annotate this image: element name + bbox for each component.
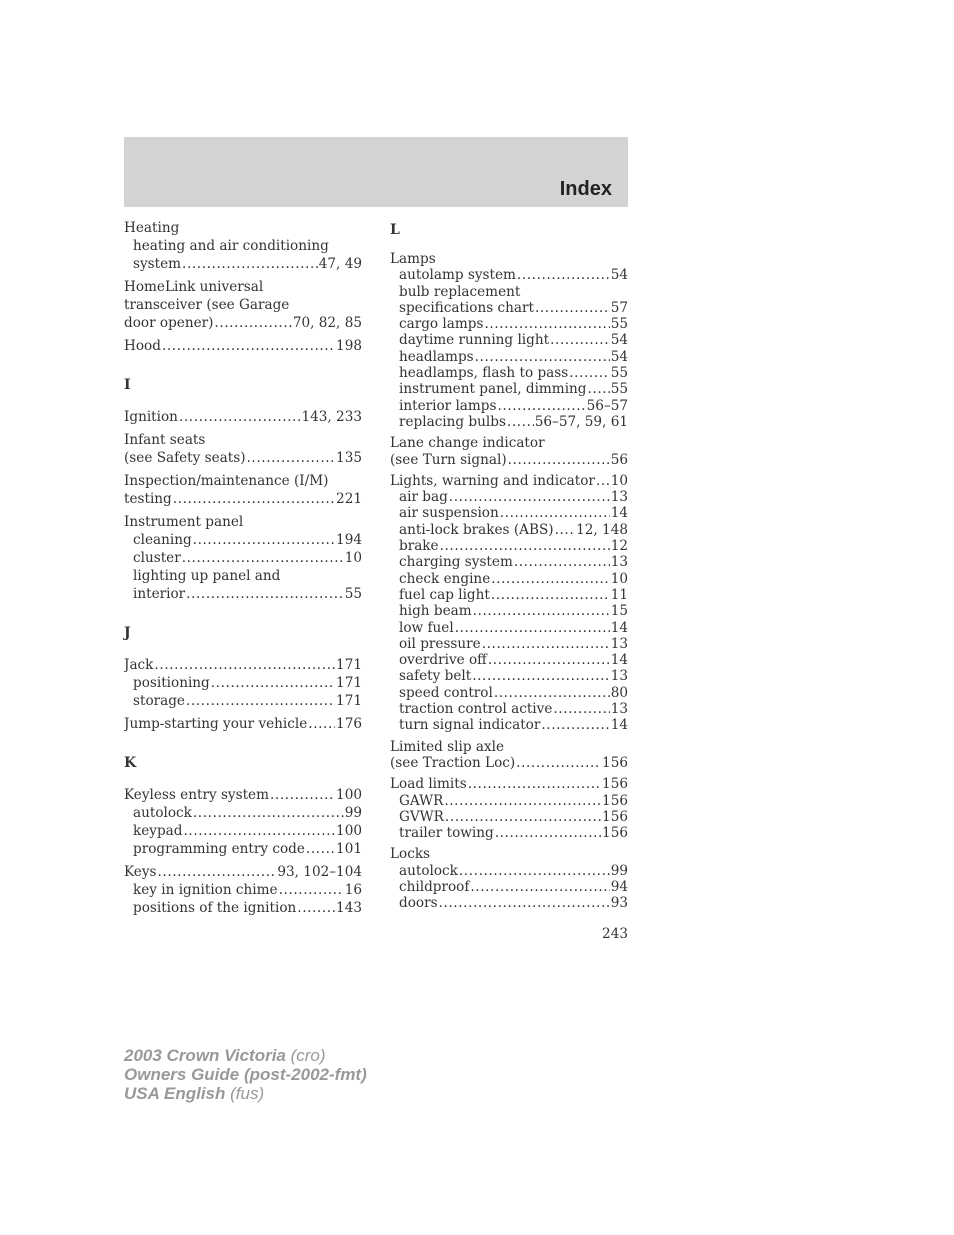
entry-label: transceiver (see Garage (124, 297, 290, 313)
entry-load-limits (390, 776, 628, 841)
index-column-left (124, 219, 362, 922)
entry-label: (see Turn signal) (390, 451, 507, 468)
leader-dots (214, 314, 291, 332)
page-ref: 14 (610, 652, 628, 669)
entry-homelink (124, 278, 362, 332)
entry-label: air bag (399, 489, 448, 506)
entry-label: safety belt (399, 668, 472, 685)
page-ref: 94 (610, 878, 628, 895)
page-ref: 55 (344, 586, 362, 602)
entry-label: overdrive off (399, 652, 487, 669)
entry-label: Jack (124, 657, 154, 673)
footer-guide: Owners Guide (post-2002-fmt) (124, 1065, 367, 1084)
leader-dots (484, 316, 609, 332)
entry-lights-warning (390, 473, 628, 734)
entry-label: Lights, warning and indicator (390, 472, 595, 489)
entry-label: HomeLink universal (124, 279, 264, 295)
entry-label: low fuel (399, 619, 454, 636)
entry-label: positioning (133, 675, 210, 691)
leader-dots (455, 620, 610, 636)
entry-label: childproof (399, 878, 470, 895)
entry-label: doors (399, 895, 438, 912)
entry-label: turn signal indicator (399, 717, 541, 734)
entry-label: autolock (133, 805, 192, 821)
entry-label: daytime running light (399, 332, 550, 349)
leader-dots (445, 809, 601, 825)
page-ref: 54 (610, 332, 628, 349)
entry-label: (see Traction Loc) (390, 754, 516, 771)
entry-label: Instrument panel (124, 514, 244, 530)
list-item (390, 587, 628, 603)
entry-infant-seats (124, 431, 362, 467)
leader-dots (541, 717, 609, 733)
footer-language: USA English (124, 1084, 226, 1103)
entry-label: interior (133, 586, 186, 602)
entry-label: Hood (124, 338, 161, 354)
page-ref: 56–57, 59, 61 (534, 413, 628, 430)
page-ref: 13 (610, 701, 628, 718)
leader-dots (500, 505, 610, 521)
leader-dots (535, 300, 610, 316)
leader-dots (449, 489, 610, 505)
leader-dots (279, 881, 344, 899)
entry-label: cluster (133, 550, 181, 566)
entry-label: Jump-starting your vehicle (124, 716, 308, 732)
entry-keys (124, 863, 362, 917)
entry-label: autolamp system (399, 267, 516, 284)
leader-dots (495, 825, 601, 841)
leader-dots (491, 587, 610, 603)
leader-dots (555, 522, 576, 538)
page-ref: 14 (610, 505, 628, 522)
page-ref: 10 (344, 550, 362, 566)
leader-dots (475, 349, 610, 365)
list-item (390, 620, 628, 636)
leader-dots (516, 755, 601, 771)
entry-label: check engine (399, 570, 491, 587)
leader-dots (444, 793, 601, 809)
page-ref: 13 (610, 668, 628, 685)
leader-dots (186, 692, 335, 710)
list-item (390, 717, 628, 733)
entry-label: replacing bulbs (399, 413, 506, 430)
entry-label: Keys (124, 864, 157, 880)
leader-dots (297, 899, 335, 917)
page-ref: 100 (336, 823, 362, 839)
entry-keyless-entry (124, 786, 362, 858)
entry-label: heating and air conditioning (133, 238, 329, 254)
page-ref: 14 (610, 619, 628, 636)
page-ref: 47, 49 (318, 256, 362, 272)
entry-lamps (390, 251, 628, 430)
page-ref: 100 (336, 787, 362, 803)
entry-label: specifications chart (399, 299, 534, 316)
page-ref: 101 (336, 841, 362, 857)
leader-dots (569, 365, 609, 381)
entry-label: Lamps (390, 251, 436, 267)
leader-dots (459, 863, 610, 879)
leader-dots (472, 668, 610, 684)
footer-language-code: (fus) (225, 1084, 265, 1103)
leader-dots (494, 685, 610, 701)
page-ref: 156 (602, 754, 628, 771)
page-ref: 171 (336, 693, 362, 709)
page-ref: 156 (602, 825, 628, 842)
entry-label: headlamps, flash to pass (399, 365, 569, 382)
entry-label: trailer towing (399, 825, 494, 842)
entry-label: cleaning (133, 532, 192, 548)
entry-label: Load limits (390, 776, 467, 793)
page-ref: 14 (610, 717, 628, 734)
list-item (390, 489, 628, 505)
entry-label: oil pressure (399, 635, 481, 652)
entry-label: Inspection/maintenance (I/M) (124, 473, 329, 489)
entry-instrument-panel (124, 513, 362, 603)
leader-dots (507, 414, 534, 430)
leader-dots (514, 554, 610, 570)
page-ref: 54 (610, 348, 628, 365)
leader-dots (162, 337, 335, 355)
page-ref: 80 (610, 684, 628, 701)
list-item (390, 636, 628, 652)
page-ref: 57 (610, 299, 628, 316)
entry-label: brake (399, 538, 439, 555)
leader-dots (491, 571, 609, 587)
page-ref: 143 (336, 900, 362, 916)
list-item (390, 685, 628, 701)
leader-dots (308, 715, 335, 733)
list-item (390, 668, 628, 684)
page-ref: 56 (610, 451, 628, 468)
leader-dots (482, 636, 610, 652)
footer-line-2 (124, 1065, 367, 1084)
leader-dots (550, 332, 610, 348)
leader-dots (247, 449, 336, 467)
leader-dots (193, 531, 335, 549)
entry-jump-starting (124, 715, 362, 733)
page-ref: 56–57 (586, 397, 628, 414)
entry-label: fuel cap light (399, 586, 490, 603)
leader-dots (508, 452, 610, 468)
entry-label: instrument panel, dimming (399, 381, 587, 398)
section-letter-i: I (124, 377, 131, 393)
entry-label: GVWR (399, 808, 444, 825)
leader-dots (553, 701, 609, 717)
entry-label: Limited slip axle (390, 738, 505, 755)
leader-dots (179, 408, 301, 426)
leader-dots (470, 879, 609, 895)
leader-dots (596, 473, 610, 489)
footer-model: 2003 Crown Victoria (124, 1046, 286, 1065)
entry-label: anti-lock brakes (ABS) (399, 521, 554, 538)
page-ref: 10 (610, 570, 628, 587)
index-column-right (390, 219, 628, 917)
page-ref: 15 (610, 603, 628, 620)
leader-dots (193, 804, 344, 822)
page-title: Index (559, 178, 612, 200)
entry-label: programming entry code (133, 841, 305, 857)
page-ref: 176 (336, 716, 362, 732)
page-ref: 156 (602, 776, 628, 793)
leader-dots (588, 381, 610, 397)
entry-label: bulb replacement (399, 283, 521, 300)
page-ref: 171 (336, 675, 362, 691)
entry-label: system (133, 256, 182, 272)
page-ref: 12 (610, 538, 628, 555)
list-item (390, 522, 628, 538)
entry-label: door opener) (124, 315, 214, 331)
leader-dots (183, 822, 335, 840)
page-ref: 135 (336, 450, 362, 466)
page-ref: 198 (336, 338, 362, 354)
page-ref: 12, 148 (576, 521, 628, 538)
list-item (390, 554, 628, 570)
entry-label: storage (133, 693, 185, 709)
page-ref: 55 (610, 365, 628, 382)
list-item (390, 571, 628, 587)
entry-label: Infant seats (124, 432, 206, 448)
entry-label: key in ignition chime (133, 882, 278, 898)
entry-label: keypad (133, 823, 183, 839)
leader-dots (439, 895, 610, 911)
entry-label: speed control (399, 684, 493, 701)
page-ref: 13 (610, 554, 628, 571)
page-ref: 16 (344, 882, 362, 898)
entry-locks (390, 846, 628, 911)
leader-dots (186, 585, 344, 603)
page-ref: 70, 82, 85 (292, 315, 362, 331)
entry-lane-change (390, 435, 628, 468)
entry-label: Lane change indicator (390, 435, 545, 452)
leader-dots (270, 786, 335, 804)
page-ref: 156 (602, 792, 628, 809)
list-item (390, 603, 628, 619)
entry-label: Heating (124, 220, 180, 236)
leader-dots (173, 490, 335, 508)
page-ref: 54 (610, 267, 628, 284)
list-item (390, 538, 628, 554)
entry-limited-slip (390, 739, 628, 772)
section-letter-l: L (390, 222, 400, 238)
entry-label: (see Safety seats) (124, 450, 246, 466)
leader-dots (440, 538, 610, 554)
document-footer (124, 1046, 367, 1103)
leader-dots (182, 549, 344, 567)
entry-label: interior lamps (399, 397, 497, 414)
entry-label: cargo lamps (399, 316, 484, 333)
leader-dots (182, 255, 318, 273)
list-item (390, 652, 628, 668)
leader-dots (306, 840, 335, 858)
leader-dots (154, 656, 335, 674)
page-ref: 93 (610, 895, 628, 912)
page-ref: 171 (336, 657, 362, 673)
leader-dots (468, 776, 601, 792)
leader-dots (473, 603, 610, 619)
entry-inspection (124, 472, 362, 508)
page-ref: 143, 233 (301, 409, 362, 425)
entry-label: high beam (399, 603, 472, 620)
entry-label: GAWR (399, 792, 444, 809)
entry-label: lighting up panel and (133, 568, 281, 584)
leader-dots (211, 674, 335, 692)
page-number: 243 (602, 926, 628, 942)
page-ref: 10 (610, 472, 628, 489)
page-ref: 194 (336, 532, 362, 548)
entry-label: air suspension (399, 505, 499, 522)
list-item (390, 701, 628, 717)
entry-label: Ignition (124, 409, 178, 425)
footer-model-code: (cro) (285, 1046, 326, 1065)
section-letter-k: K (124, 755, 137, 771)
entry-label: charging system (399, 554, 513, 571)
leader-dots (517, 267, 610, 283)
entry-jack (124, 656, 362, 710)
entry-label: headlamps (399, 348, 474, 365)
page-ref: 13 (610, 635, 628, 652)
footer-line-1 (124, 1046, 367, 1065)
header-band (124, 137, 628, 207)
section-letter-j: J (124, 625, 131, 641)
entry-label: traction control active (399, 701, 553, 718)
entry-hood (124, 337, 362, 355)
page-ref: 55 (610, 316, 628, 333)
entry-label: Keyless entry system (124, 787, 269, 803)
entry-heating (124, 219, 362, 273)
entry-label: Locks (390, 846, 431, 863)
page-ref: 156 (602, 808, 628, 825)
page-ref: 99 (344, 805, 362, 821)
page-ref: 221 (336, 491, 362, 507)
entry-label: testing (124, 491, 172, 507)
page-ref: 11 (610, 586, 628, 603)
leader-dots (158, 863, 277, 881)
leader-dots (497, 398, 585, 414)
footer-line-3 (124, 1084, 367, 1103)
page-ref: 93, 102–104 (277, 864, 362, 880)
entry-ignition (124, 408, 362, 426)
page-ref: 99 (610, 862, 628, 879)
page-ref: 55 (610, 381, 628, 398)
leader-dots (488, 652, 610, 668)
page-ref: 13 (610, 489, 628, 506)
entry-label: positions of the ignition (133, 900, 297, 916)
entry-label: autolock (399, 862, 458, 879)
list-item (390, 505, 628, 521)
